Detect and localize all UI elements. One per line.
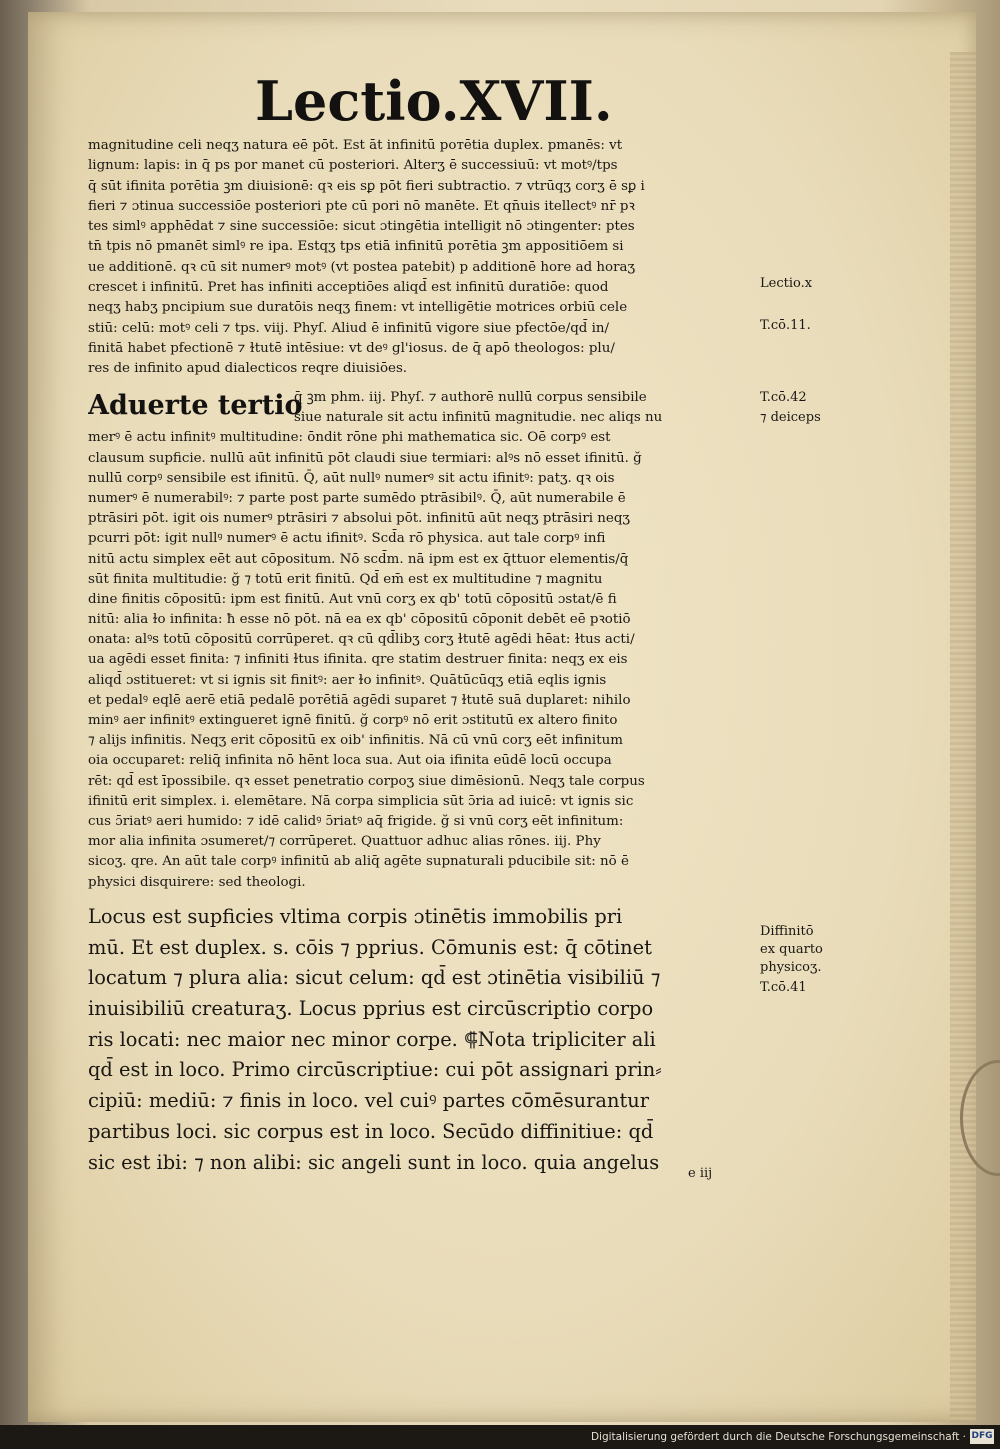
text-block-infinitum	[88, 136, 756, 380]
text-line: clausum supficie. nullū aūt infinitū pōt claudi siue termiari: alꝰs nō esset ifinitū. ğ	[88, 450, 642, 466]
margin-note-tco-11: T.cō.11.	[760, 318, 811, 333]
margin-note-diffinito: Diffinitō	[760, 924, 814, 939]
text-line: nitū actu simplex eēt aut cōpositum. Nō scd̄m. nā ipm est ex q̄ttuor elementis/q̄	[88, 551, 629, 567]
text-line: sūt finita multitudie: ğ ⁊ totū erit finitū. Qd̄ em̄ est ex multitudine ⁊ magnitu	[88, 571, 603, 587]
text-line: dine finitis cōpositū: ipm est finitū. Aut vnū corʒ ex qb' totū cōpositū ɔstat/ē fi	[88, 591, 617, 607]
margin-note-lectio: Lectio.x	[760, 276, 813, 291]
text-line: Locus est supficies vltima corpis ɔtinētis immobilis pri	[88, 905, 623, 928]
margin-note-physicorum: physicoʒ.	[760, 960, 822, 975]
text-line: ifinitū erit simplex. i. elemētare. Nā corpa simplicia sūt ɔ̄ria ad iuicē: vt ignis sic	[88, 793, 634, 809]
text-line: cipiū: mediū: ⁊ finis in loco. vel cuiꝰ partes cōmēsurantur	[88, 1089, 650, 1113]
lectio-heading: Lectio.XVII.	[255, 69, 613, 133]
margin-note-tco-42: T.cō.42	[760, 390, 807, 405]
text-line: res de infinito apud dialecticos reqre diuisiōes.	[88, 361, 408, 377]
text-line: onata: alꝰs totū cōpositū corrūperet. qꝛ cū qd̄libʒ corʒ ɫtutē agēdi hēat: ɫtus acti/	[88, 632, 635, 648]
text-line: ue additionē. qꝛ cū sit numerꝰ motꝰ (vt postea patebit) p additionē hore ad horaʒ	[88, 259, 636, 275]
text-line: merꝰ ē actu infinitꝰ multitudine: ōndit rōne phi mathematica sic. Oē corpꝰ est	[88, 430, 611, 446]
text-block-aduerte	[88, 388, 756, 893]
text-block-locus	[88, 902, 756, 1178]
text-line: nullū corpꝰ sensibile est ifinitū. Q̄, aūt nullꝰ numerꝰ sit actu ifinitꝰ: patʒ. qꝛ ois	[88, 470, 615, 486]
text-line: rēt: qd̄ est īpossibile. qꝛ esset penetratio corpoʒ siue dimēsionū. Neqʒ tale corpus	[88, 773, 645, 789]
quire-signature: e iij	[688, 1166, 713, 1181]
margin-note-tco-41: T.cō.41	[760, 980, 807, 995]
text-line: ptrāsiri pōt. igit ois numerꝰ ptrāsiri ⁊ absolui pōt. infinitū aūt neqʒ ptrāsiri neqʒ	[88, 511, 630, 527]
page-edge-stack	[950, 52, 976, 1422]
text-line: ris locati: nec maior nec minor corpe. ⸿Nota tripliciter ali	[88, 1027, 656, 1051]
text-line: finitā habet pfectionē ⁊ ɫtutē intēsiue: vt deꝰ gl'iosus. de q̄ apō theologos: plu/	[88, 340, 615, 356]
text-line: lignum: lapis: in q̄ ps por manet cū posteriori. Alterʒ ē successiuū: vt motꝰ/tps	[88, 158, 618, 174]
text-line: inuisibiliū creaturaʒ. Locus pprius est circūscriptio corpo	[88, 997, 654, 1021]
text-line: magnitudine celi neqʒ natura eē pōt. Est āt infinitū poтētia duplex. pmanēs: vt	[88, 138, 623, 153]
text-line: partibus loci. sic corpus est in loco. Secūdo diffinitiue: qd̄	[88, 1119, 654, 1143]
text-line: tn̄ tpis nō pmanēt simlꝰ re ipa. Estqʒ tps etiā infinitū poтētia ꝫm appositiōem si	[88, 239, 624, 255]
text-line: siue naturale sit actu infinitū magnitudie. nec aliqs nu	[294, 410, 663, 426]
text-line: ⁊ alijs infinitis. Neqʒ erit cōpositū ex oib' infinitis. Nā cū vnū corʒ eēt infinitum	[88, 733, 623, 749]
text-line: mor alia infinita ɔsumeret/⁊ corrūperet. Quattuor adhuc alias rōnes. iij. Phy	[88, 834, 601, 850]
text-line: tes simlꝰ apphēdat ⁊ sine successiōe: sicut ɔtingētia intelligit nō ɔtingenter: ptes	[88, 219, 635, 235]
text-line: crescet i infinitū. Pret has infiniti acceptiōes aliqd̄ est infinitū duratiōe: quod	[88, 280, 609, 296]
text-line: numerꝰ ē numerabilꝰ: ⁊ parte post parte sumēdo ptrāsibilꝰ. Q̄, aūt numerabile ē	[88, 490, 626, 506]
text-line: pcurri pōt: igit nullꝰ numerꝰ ē actu ifinitꝰ. Scd̄a rō physica. aut tale corpꝰ infi	[88, 531, 606, 547]
text-line: mū. Et est duplex. s. cōis ⁊ pprius. Cōmunis est: q̄ cōtinet	[88, 935, 652, 959]
text-line: aliqd̄ ɔstitueret: vt si ignis sit finitꝰ: aer ɫo infinitꝰ. Quātūcūqʒ etiā eqlis ignis	[88, 672, 607, 688]
text-line: sicoʒ. qre. An aūt tale corpꝰ infinitū ab aliq̄ agēte supnaturali pducibile sit: nō ē	[88, 854, 629, 870]
text-line: minꝰ aer infinitꝰ extingueret ignē finitū. ğ corpꝰ nō erit ɔstitutū ex altero finito	[88, 713, 618, 728]
text-line: sic est ibi: ⁊ non alibi: sic angeli sunt in loco. quia angelus	[88, 1150, 660, 1174]
text-line: locatum ⁊ plura alia: sicut celum: qd̄ est ɔtinētia visibiliū ⁊	[88, 966, 661, 990]
text-line: cus ɔ̄riatꝰ aeri humido: ⁊ idē calidꝰ ɔ̄riatꝰ aq̄ frigide. ğ si vnū corʒ eēt infinitum:	[88, 813, 624, 829]
dfg-logo-icon: DFG	[970, 1429, 994, 1444]
margin-note-deinceps: ⁊ deiceps	[760, 410, 821, 425]
text-line: qd̄ est in loco. Primo circūscriptiue: cui pōt assignari prin⸗	[88, 1058, 662, 1082]
aduerte-initial: Aduerte tertio	[88, 390, 303, 421]
margin-note-ex-quarto: ex quarto	[760, 942, 823, 957]
text-line: physici disquirere: sed theologi.	[88, 874, 306, 890]
text-line: fieri ⁊ ɔtinua successiōe posteriori pte cū pori nō manēte. Et qn̄uis itellectꝰ nr̄ pꝛ	[88, 198, 635, 214]
funding-credit: Digitalisierung gefördert durch die Deutsche Forschungsgemeinschaft ·	[590, 1431, 966, 1443]
text-line: q̄ ꝫm phm. iij. Phyſ. ⁊ authorē nullū corpus sensibile	[294, 390, 647, 405]
text-line: et pedalꝰ eqlē aerē etiā pedalē poтētiā agēdi suparet ⁊ ɫtutē suā duplaret: nihilo	[88, 692, 631, 708]
text-line: neqʒ habʒ pncipium sue duratōis neqʒ finem: vt intelligētie motrices orbiū cele	[88, 300, 628, 316]
text-line: stiū: celū: motꝰ celi ⁊ tps. viij. Phyſ. Aliud ē infinitū vigore siue pfectōe/qd̄ in/	[88, 320, 610, 336]
text-line: oia occuparet: reliq̄ infinita nō hēnt loca sua. Aut oia ifinita eūdē locū occupa	[88, 753, 612, 769]
text-line: nitū: alia ɫo infinita: ħ esse nō pōt. nā ea ex qb' cōpositū cōponit debēt eē pꝛotiō	[88, 612, 631, 628]
text-line: q̄ sūt ifinita poтētia ꝫm diuisionē: qꝛ eis sꝑ pōt fieri subtractio. ⁊ vtrūqʒ corʒ ē sꝑ i	[88, 178, 645, 194]
text-line: ua agēdi esset finita: ⁊ infiniti ɫtus ifinita. qre statim destruer finita: neqʒ ex eis	[88, 652, 628, 668]
